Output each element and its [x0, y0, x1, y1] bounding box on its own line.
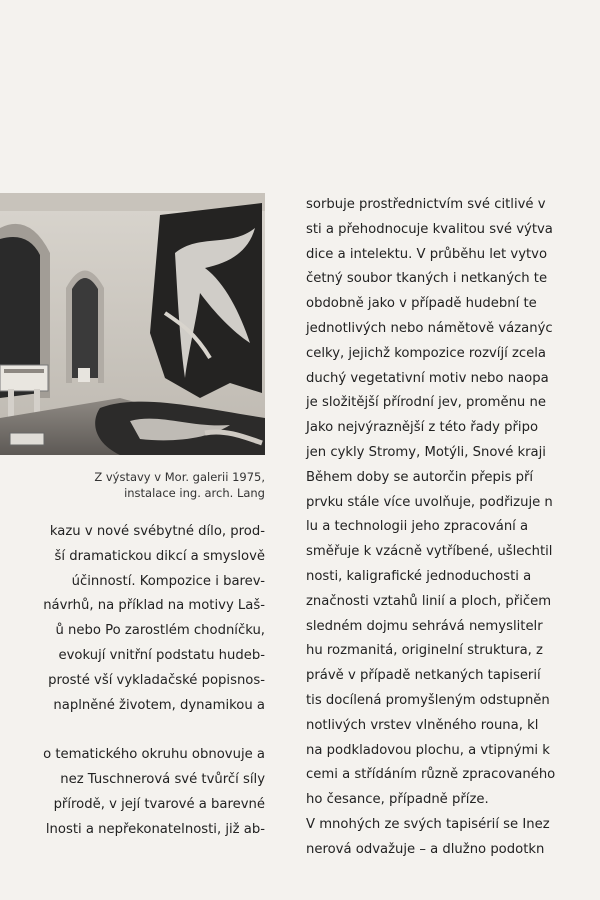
text-line: četný soubor tkaných i netkaných te: [306, 271, 548, 287]
caption-line: instalace ing. arch. Lang: [124, 486, 265, 500]
text-line: směřuje k vzácně vytříbené, ušlechtil: [306, 544, 553, 560]
text-line: ů nebo Po zarostlém chodníčku,: [55, 623, 265, 639]
text-line: celky, jejichž kompozice rozvíjí zcela: [306, 345, 547, 361]
text-line: V mnohých ze svých tapisérií se Inez: [306, 816, 550, 832]
text-line: je složitější přírodní jev, proměnu ne: [306, 395, 546, 411]
text-line: naplněné životem, dynamikou a: [53, 697, 265, 713]
text-line: prvku stále více uvolňuje, podřizuje n: [306, 494, 553, 510]
text-line: lu a technologii jeho zpracování a: [306, 519, 529, 535]
text-line: Během doby se autorčin přepis pří: [306, 469, 534, 485]
text-line: ší dramatickou dikcí a smyslově: [54, 548, 265, 564]
exhibition-photo: [0, 193, 265, 455]
text-line: nez Tuschnerová své tvůrčí síly: [60, 771, 265, 787]
text-line: obdobně jako v případě hudební te: [306, 296, 537, 312]
text-line: sledném dojmu sehrává nemyslitelr: [306, 618, 543, 634]
text-line: tis docílená promyšleným odstupněn: [306, 692, 550, 708]
right-text-column: [306, 193, 555, 863]
text-line: kazu v nové svébytné dílo, prod-: [49, 524, 265, 539]
text-line: nosti, kaligrafické jednoduchosti a: [306, 568, 532, 584]
text-line: evokují vnitřní podstatu hudeb-: [58, 647, 265, 663]
paragraph-gap: [43, 718, 265, 743]
text-line: cemi a střídáním různě zpracovaného: [306, 767, 556, 783]
text-line: návrhů, na příklad na motivy Laš-: [43, 598, 265, 614]
text-line: prosté vší vykladačské popisnos-: [48, 672, 265, 688]
text-line: hu rozmanitá, originelní struktura, z: [306, 643, 543, 659]
text-line: notlivých vrstev vlněného rouna, kl: [306, 717, 539, 733]
text-line: značnosti vztahů linií a ploch, přičem: [306, 593, 552, 609]
text-line: lnosti a nepřekonatelnosti, již ab-: [45, 821, 265, 837]
text-line: přírodě, v její tvarové a barevné: [53, 796, 265, 812]
text-line: právě v případě netkaných tapiserií: [306, 668, 541, 684]
text-line: dice a intelektu. V průběhu let vytvo: [306, 246, 548, 262]
photo-caption: [5, 469, 265, 501]
left-text-column: [43, 520, 265, 842]
text-line: jednotlivých nebo námětově vázanýc: [306, 320, 553, 336]
text-line: sti a přehodnocuje kvalitou své výtva: [306, 221, 553, 237]
text-line: nerová odvažuje – a dlužno podotkn: [306, 841, 545, 857]
text-line: sorbuje prostřednictvím své citlivé v: [306, 197, 546, 212]
text-line: účinností. Kompozice i barev-: [71, 573, 265, 589]
text-line: jen cykly Stromy, Motýli, Snové kraji: [306, 444, 546, 460]
text-line: Jako nejvýraznější z této řady připo: [306, 420, 539, 436]
caption-line: Z výstavy v Mor. galerii 1975,: [94, 470, 265, 484]
text-line: o tematického okruhu obnovuje a: [43, 747, 265, 763]
text-line: duchý vegetativní motiv nebo naopa: [306, 370, 549, 386]
text-line: ho česance, případně příze.: [306, 792, 489, 808]
text-line: na podkladovou plochu, a vtipnými k: [306, 742, 550, 758]
